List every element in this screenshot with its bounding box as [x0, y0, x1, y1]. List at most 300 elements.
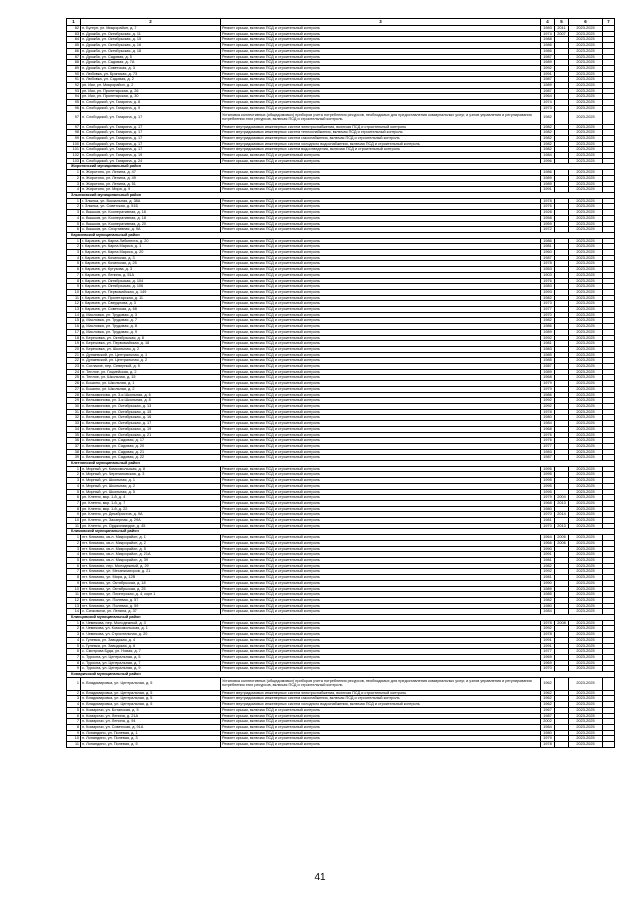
row-number: 4: [67, 637, 81, 643]
planned-period-cell: 2023-2025: [569, 111, 603, 124]
capital-repair-table: [66, 18, 615, 748]
row-number: 102: [67, 153, 81, 159]
row-number: 93: [67, 88, 81, 94]
address-cell: с. Вельяминова, ул. Октябрьская, д. 17: [81, 421, 221, 427]
last-repair-year-cell: 2014: [555, 512, 569, 518]
address-cell: с. Гулевка, ул. Заводская, д. 4: [81, 637, 221, 643]
commission-year-cell: 1990: [541, 580, 555, 586]
planned-period-cell: 2023-2025: [569, 415, 603, 421]
planned-period-cell: 2023-2025: [569, 48, 603, 54]
work-type-cell: Ремонт крыши, включая ПСД и строительный контроль: [221, 523, 541, 529]
planned-period-cell: 2023-2025: [569, 609, 603, 615]
work-type-cell: Ремонт крыши, включая ПСД и строительный контроль: [221, 54, 541, 60]
row-number: 90: [67, 71, 81, 77]
planned-period-cell: 2023-2025: [569, 702, 603, 708]
address-cell: пгт. Климово, кв-л. Микрорайон, д. 21А: [81, 552, 221, 558]
address-cell: п. Комаричи, ул. Ленина, д. 21А: [81, 713, 221, 719]
commission-year-cell: 1989: [541, 369, 555, 375]
address-cell: с. Вельяминова, ул. Октябрьская, д. 16: [81, 415, 221, 421]
planned-period-cell: 2023-2025: [569, 83, 603, 89]
work-type-cell: Ремонт крыши, включая ПСД и строительный контроль: [221, 255, 541, 261]
row-number: 12: [67, 597, 81, 603]
work-type-cell: Ремонт крыши, включая ПСД и строительный контроль: [221, 26, 541, 32]
address-cell: п. Дрожба, ул. Садовая, д. 5: [81, 54, 221, 60]
commission-year-cell: 1981: [541, 341, 555, 347]
row-number: 85: [67, 43, 81, 49]
work-type-cell: Ремонт крыши, включая ПСД и строительный контроль: [221, 563, 541, 569]
last-repair-year-cell: 2013: [555, 500, 569, 506]
work-type-cell: Ремонт крыши, включая ПСД и строительный контроль: [221, 398, 541, 404]
planned-period-cell: 2023-2025: [569, 438, 603, 444]
work-type-cell: Ремонт крыши, включая ПСД и строительный контроль: [221, 540, 541, 546]
work-type-cell: Ремонт крыши, включая ПСД и строительный контроль: [221, 94, 541, 100]
work-type-cell: Ремонт крыши, включая ПСД и строительный контроль: [221, 643, 541, 649]
row-number: 11: [67, 592, 81, 598]
planned-period-cell: 2023-2025: [569, 626, 603, 632]
planned-period-cell: 2023-2025: [569, 175, 603, 181]
work-type-cell: Ремонт крыши, включая ПСД и строительный контроль: [221, 278, 541, 284]
address-cell: п. Комаричи, ул. Ленина, д. 94: [81, 719, 221, 725]
address-cell: п. Березовка, ул. Первомайская, д. 18: [81, 341, 221, 347]
commission-year-cell: 1996: [541, 158, 555, 164]
row-number: 3: [67, 181, 81, 187]
commission-year-cell: 1984: [541, 421, 555, 427]
commission-year-cell: 1970: [541, 512, 555, 518]
row-number: 86: [67, 48, 81, 54]
commission-year-cell: 1992: [541, 398, 555, 404]
district-name: Карачевский муниципальный район: [67, 232, 615, 238]
work-type-cell: Ремонт крыши, включая ПСД и строительный контроль: [221, 409, 541, 415]
commission-year-cell: 1978: [541, 261, 555, 267]
work-type-cell: Ремонт крыши, включая ПСД и строительный контроль: [221, 284, 541, 290]
work-type-cell: Ремонт крыши, включая ПСД и строительный контроль: [221, 65, 541, 71]
row-number: 1: [67, 466, 81, 472]
work-type-cell: Ремонт крыши, включая ПСД и строительный контроль: [221, 580, 541, 586]
planned-period-cell: 2023-2025: [569, 512, 603, 518]
row-number: 10: [67, 289, 81, 295]
work-type-cell: Ремонт крыши, включая ПСД и строительный контроль: [221, 415, 541, 421]
last-repair-year-cell: 2004: [555, 495, 569, 501]
address-cell: с. Бошино, ул. Школьная, д. 2: [81, 386, 221, 392]
address-cell: п. Лопандино, ул. Полевая, д. 1: [81, 730, 221, 736]
work-type-cell: Ремонт крыши, включая ПСД и строительный контроль: [221, 215, 541, 221]
address-cell: пгт. Климово, ул. Октябрьская, д. 18: [81, 580, 221, 586]
commission-year-cell: 1984: [541, 609, 555, 615]
row-number: 28: [67, 392, 81, 398]
commission-year-cell: 1958: [541, 215, 555, 221]
address-cell: п. Мирный, ул. Школьная, д. 1: [81, 478, 221, 484]
address-cell: пгт. Климово, кв-л. Микрорайон, д. 2: [81, 540, 221, 546]
work-type-cell: Ремонт крыши, включая ПСД и строительный контроль: [221, 438, 541, 444]
commission-year-cell: 1977: [541, 443, 555, 449]
address-cell: п. Жиротяно, ул. Ленина, д. 51: [81, 181, 221, 187]
row-number: 1: [67, 170, 81, 176]
row-number: 3: [67, 696, 81, 702]
row-number: 5: [67, 489, 81, 495]
address-cell: с. Вельяминова, ул. Садовая, д. 20: [81, 443, 221, 449]
commission-year-cell: 1983: [541, 284, 555, 290]
row-number: 3: [67, 478, 81, 484]
commission-year-cell: 1970: [541, 666, 555, 672]
row-number: 103: [67, 158, 81, 164]
address-cell: п. Лопандино, ул. Полевая, д. 3: [81, 736, 221, 742]
commission-year-cell: 1986: [541, 170, 555, 176]
address-cell: г. Карачев, ул. Карла Маркса, д. 1: [81, 244, 221, 250]
planned-period-cell: 2023-2025: [569, 135, 603, 141]
address-cell: г. Карачев, ул. Первомайская, д. 149: [81, 289, 221, 295]
row-number: 27: [67, 386, 81, 392]
address-cell: п. Мирный, ул. Комсомольская, д. 8: [81, 466, 221, 472]
commission-year-cell: 1985: [541, 352, 555, 358]
table-row: [67, 677, 615, 690]
row-number: 82: [67, 26, 81, 32]
address-cell: с. Туросна, ул. Центральная, д. 5: [81, 654, 221, 660]
row-number: 1: [67, 198, 81, 204]
planned-period-cell: 2023-2025: [569, 483, 603, 489]
work-type-cell: Ремонт крыши, включая ПСД и строительный контроль: [221, 238, 541, 244]
planned-period-cell: 2023-2025: [569, 713, 603, 719]
row-number: 2: [67, 244, 81, 250]
work-type-cell: Ремонт крыши, включая ПСД и строительный контроль: [221, 552, 541, 558]
planned-period-cell: 2023-2025: [569, 341, 603, 347]
work-type-cell: Ремонт крыши, включая ПСД и строительный контроль: [221, 649, 541, 655]
work-type-cell: Ремонт крыши, включая ПСД и строительный контроль: [221, 31, 541, 37]
address-cell: п. Жиротяно, ул. Мира, д. 9: [81, 187, 221, 193]
address-cell: рп. Клетня, мкр. 1-й, д. 7: [81, 500, 221, 506]
table-row: [67, 111, 615, 124]
row-number: 26: [67, 381, 81, 387]
work-type-cell: Ремонт крыши, включая ПСД и строительный контроль: [221, 289, 541, 295]
commission-year-cell: 1974: [541, 100, 555, 106]
planned-period-cell: 2023-2025: [569, 43, 603, 49]
planned-period-cell: 2023-2025: [569, 575, 603, 581]
row-number: 100: [67, 141, 81, 147]
work-type-cell: Ремонт крыши, включая ПСД и строительный контроль: [221, 557, 541, 563]
row-number: 6: [67, 563, 81, 569]
commission-year-cell: 1992: [541, 569, 555, 575]
planned-period-cell: 2023-2025: [569, 250, 603, 256]
address-cell: рп. Ики, ул. Пролетарская, д. 26: [81, 88, 221, 94]
work-type-cell: Ремонт крыши, включая ПСД и строительный контроль: [221, 381, 541, 387]
commission-year-cell: 1979: [541, 386, 555, 392]
address-cell: с. Вельяминова, ул. Садовая, д. 21: [81, 449, 221, 455]
planned-period-cell: 2023-2025: [569, 742, 603, 748]
planned-period-cell: 2023-2025: [569, 495, 603, 501]
commission-year-cell: 1969: [541, 660, 555, 666]
planned-period-cell: 2023-2025: [569, 546, 603, 552]
planned-period-cell: 2023-2025: [569, 261, 603, 267]
address-cell: п. Слободской, ул. Гагарина, д. 9: [81, 105, 221, 111]
planned-period-cell: 2023-2025: [569, 158, 603, 164]
work-type-cell: Ремонт крыши, включая ПСД и строительный контроль: [221, 455, 541, 461]
address-cell: п. Дрожба, ул. Октябрьская, д. 15: [81, 37, 221, 43]
planned-period-cell: 2023-2025: [569, 94, 603, 100]
planned-period-cell: 2023-2025: [569, 478, 603, 484]
address-cell: п. Дрожба, ул. Октябрьская, д. 11: [81, 31, 221, 37]
planned-period-cell: 2023-2025: [569, 592, 603, 598]
planned-period-cell: 2023-2025: [569, 707, 603, 713]
address-cell: п. Согласие, пер. Северный, д. 9: [81, 364, 221, 370]
work-type-cell: Ремонт крыши, включая ПСД и строительный контроль: [221, 546, 541, 552]
work-type-cell: Ремонт крыши, включая ПСД и строительный контроль: [221, 736, 541, 742]
row-number: 29: [67, 398, 81, 404]
commission-year-cell: 1962: [541, 696, 555, 702]
work-type-cell: Ремонт крыши, включая ПСД и строительный контроль: [221, 341, 541, 347]
planned-period-cell: 2023-2025: [569, 472, 603, 478]
row-number: 37: [67, 443, 81, 449]
address-cell: с. Вышков, ул. Спортивная, д. 9А: [81, 227, 221, 233]
address-cell: с. Сачковичи, ул. Ленина, д. 37: [81, 609, 221, 615]
address-cell: г. Злынка, ул. Вокзальная, д. 38А: [81, 198, 221, 204]
planned-period-cell: 2023-2025: [569, 170, 603, 176]
commission-year-cell: 1995: [541, 489, 555, 495]
row-number: 5: [67, 643, 81, 649]
work-type-cell: Ремонт крыши, включая ПСД и строительный контроль: [221, 569, 541, 575]
address-cell: п. Дрожба, ул. Садовая, д. 7А: [81, 60, 221, 66]
address-cell: с. Вельяминова, ул. Октябрьская, д. 13: [81, 404, 221, 410]
planned-period-cell: 2023-2025: [569, 690, 603, 696]
row-number: 2: [67, 540, 81, 546]
row-number: 38: [67, 449, 81, 455]
planned-period-cell: 2023-2025: [569, 540, 603, 546]
row-number: 9: [67, 666, 81, 672]
row-number: 13: [67, 603, 81, 609]
address-cell: п. Владимировка, ул. Центральная, д. 5: [81, 696, 221, 702]
commission-year-cell: 1979: [541, 736, 555, 742]
work-type-cell: Ремонт крыши, включая ПСД и строительный контроль: [221, 250, 541, 256]
header-cell: 2: [81, 19, 221, 26]
row-number: 8: [67, 724, 81, 730]
work-type-cell: Ремонт крыши, включая ПСД и строительный контроль: [221, 375, 541, 381]
work-type-cell: Ремонт крыши, включая ПСД и строительный контроль: [221, 660, 541, 666]
planned-period-cell: 2023-2025: [569, 506, 603, 512]
row-number: 1: [67, 620, 81, 626]
work-type-cell: Ремонт крыши, включая ПСД и строительный контроль: [221, 100, 541, 106]
address-cell: п. Мирный, ул. Черепановская, д. 3: [81, 472, 221, 478]
planned-period-cell: 2023-2025: [569, 557, 603, 563]
row-number: 6: [67, 267, 81, 273]
empty-cell: [603, 742, 615, 748]
planned-period-cell: 2023-2025: [569, 335, 603, 341]
planned-period-cell: 2023-2025: [569, 535, 603, 541]
row-number: 91: [67, 77, 81, 83]
last-repair-year-cell: [555, 111, 569, 124]
commission-year-cell: 1968: [541, 375, 555, 381]
row-number: 12: [67, 301, 81, 307]
work-type-cell: Ремонт внутридомовых инженерных систем холодного водоснабжения, включая ПСД и строительный контроль: [221, 702, 541, 708]
commission-year-cell: 1978: [541, 742, 555, 748]
district-name: Жиротянский муниципальный район: [67, 164, 615, 170]
row-number: 3: [67, 546, 81, 552]
address-cell: рп. Клетня, мкр. 1-й, д. 22: [81, 506, 221, 512]
planned-period-cell: 2023-2025: [569, 637, 603, 643]
work-type-cell: Ремонт крыши, включая ПСД и строительный контроль: [221, 586, 541, 592]
planned-period-cell: 2023-2025: [569, 449, 603, 455]
commission-year-cell: 1989: [541, 329, 555, 335]
commission-year-cell: 1982: [541, 111, 555, 124]
commission-year-cell: 1986: [541, 238, 555, 244]
last-repair-year-cell: 2008: [555, 620, 569, 626]
row-number: 7: [67, 719, 81, 725]
row-number: 3: [67, 210, 81, 216]
work-type-cell: Ремонт крыши, включая ПСД и строительный контроль: [221, 713, 541, 719]
row-number: 87: [67, 54, 81, 60]
address-cell: рп. Ики, ул. Микрорайон, д. 2: [81, 83, 221, 89]
row-number: 11: [67, 742, 81, 748]
address-cell: с. Бошино, ул. Школьная, д. 1: [81, 381, 221, 387]
work-type-cell: Ремонт крыши, включая ПСД и строительный контроль: [221, 654, 541, 660]
work-type-cell: Ремонт крыши, включая ПСД и строительный контроль: [221, 227, 541, 233]
commission-year-cell: 1903: [541, 272, 555, 278]
row-number: 97: [67, 111, 81, 124]
commission-year-cell: 1989: [541, 175, 555, 181]
row-number: 15: [67, 318, 81, 324]
address-cell: п. Слободской, ул. Гагарина, д. 24: [81, 158, 221, 164]
address-cell: п. Теплое, ул. Гоцмейская, д. 2: [81, 369, 221, 375]
header-cell: 4: [541, 19, 555, 26]
planned-period-cell: 2023-2025: [569, 489, 603, 495]
commission-year-cell: 1978: [541, 409, 555, 415]
row-number: 10: [67, 736, 81, 742]
last-repair-year-cell: 2013: [555, 523, 569, 529]
address-cell: с. Вельяминова, ул. 3-я Школьная, д. 6: [81, 392, 221, 398]
row-number: 7: [67, 654, 81, 660]
work-type-cell: Ремонт крыши, включая ПСД и строительный контроль: [221, 512, 541, 518]
address-cell: пгт. Климово, пер. Молодежный, д. 29: [81, 563, 221, 569]
work-type-cell: Ремонт крыши, включая ПСД и строительный контроль: [221, 426, 541, 432]
planned-period-cell: 2023-2025: [569, 346, 603, 352]
commission-year-cell: 1982: [541, 563, 555, 569]
header-cell: 6: [569, 19, 603, 26]
address-cell: п. Жиротяно, ул. Ленина, д. 47: [81, 170, 221, 176]
work-type-cell: Ремонт крыши, включая ПСД и строительный контроль: [221, 386, 541, 392]
planned-period-cell: 2023-2025: [569, 227, 603, 233]
commission-year-cell: 1980: [541, 506, 555, 512]
planned-period-cell: 2023-2025: [569, 198, 603, 204]
commission-year-cell: 1978: [541, 198, 555, 204]
commission-year-cell: 1976: [541, 438, 555, 444]
work-type-cell: Ремонт внутридомовых инженерных систем газоснабжения, включая ПСД и строительный контроль: [221, 696, 541, 702]
page-number: 41: [314, 872, 326, 883]
commission-year-cell: 1970: [541, 312, 555, 318]
planned-period-cell: 2023-2025: [569, 37, 603, 43]
address-cell: г. Карачев, ул. Свердлова, д. 3: [81, 301, 221, 307]
planned-period-cell: 2023-2025: [569, 369, 603, 375]
planned-period-cell: 2023-2025: [569, 398, 603, 404]
address-cell: п. Булгун, ул. Микрорайон, д. 7: [81, 26, 221, 32]
work-type-cell: Ремонт внутридомовых инженерных систем газоснабжения, включая ПСД и строительный контроль: [221, 135, 541, 141]
address-cell: г. Карачев, ул. Пролетарская, д. 11: [81, 295, 221, 301]
planned-period-cell: 2023-2025: [569, 65, 603, 71]
row-number: 2: [67, 175, 81, 181]
address-cell: г. Карачев, ул. Советская, д. 68: [81, 307, 221, 313]
planned-period-cell: 2023-2025: [569, 77, 603, 83]
planned-period-cell: 2023-2025: [569, 329, 603, 335]
commission-year-cell: 1972: [541, 227, 555, 233]
address-cell: п. Слободской, ул. Гагарина, д. 17: [81, 147, 221, 153]
row-number: 23: [67, 364, 81, 370]
planned-period-cell: 2023-2025: [569, 666, 603, 672]
row-number: 5: [67, 261, 81, 267]
address-cell: с. Вышков, ул. Кооперативная, д. 20: [81, 221, 221, 227]
row-number: 99: [67, 135, 81, 141]
work-type-cell: Ремонт крыши, включая ПСД и строительный контроль: [221, 626, 541, 632]
row-number: 32: [67, 415, 81, 421]
commission-year-cell: 1982: [541, 141, 555, 147]
address-cell: рп. Клетня, ул. Декабристов, д. 9А: [81, 512, 221, 518]
row-number: 94: [67, 94, 81, 100]
row-number: 34: [67, 426, 81, 432]
address-cell: г. Карачев, ул. Карла Маркса, д. 20: [81, 250, 221, 256]
commission-year-cell: 1983: [541, 346, 555, 352]
commission-year-cell: 1982: [541, 135, 555, 141]
address-cell: п. Мирный, ул. Школьная, д. 2: [81, 483, 221, 489]
planned-period-cell: 2023-2025: [569, 289, 603, 295]
commission-year-cell: 1995: [541, 466, 555, 472]
commission-year-cell: 1986: [541, 392, 555, 398]
planned-period-cell: 2023-2025: [569, 364, 603, 370]
empty-cell: [603, 111, 615, 124]
work-type-cell: Ремонт внутридомовых инженерных систем электроснабжения, включая ПСД и строительный контроль: [221, 124, 541, 130]
row-number: 96: [67, 105, 81, 111]
planned-period-cell: 2023-2025: [569, 238, 603, 244]
row-number: 1: [67, 238, 81, 244]
commission-year-cell: 1981: [541, 575, 555, 581]
address-cell: с. Вельяминова, ул. Октябрьская, д. 15: [81, 409, 221, 415]
work-type-cell: Ремонт крыши, включая ПСД и строительный контроль: [221, 352, 541, 358]
last-repair-year-cell: 2006: [555, 540, 569, 546]
planned-period-cell: 2023-2025: [569, 597, 603, 603]
district-name: Комаричский муниципальный район: [67, 672, 615, 678]
address-cell: д. Масловка, ул. Трудовая, д. 3: [81, 312, 221, 318]
commission-year-cell: 1987: [541, 255, 555, 261]
commission-year-cell: 1962: [541, 677, 555, 690]
commission-year-cell: 1982: [541, 295, 555, 301]
work-type-cell: Ремонт крыши, включая ПСД и строительный контроль: [221, 535, 541, 541]
address-cell: пгт. Климово, кв-л. Микрорайон, д. 5: [81, 546, 221, 552]
address-cell: пгт. Климово, ул. Полевая, д. 59: [81, 603, 221, 609]
address-cell: г. Карачев, ул. Октябрьская, д. 104: [81, 278, 221, 284]
address-cell: пгт. Климово, ул. Механизаторов, д. 21: [81, 569, 221, 575]
row-number: 5: [67, 557, 81, 563]
work-type-cell: Ремонт крыши, включая ПСД и строительный контроль: [221, 105, 541, 111]
work-type-cell: Ремонт крыши, включая ПСД и строительный контроль: [221, 719, 541, 725]
last-repair-year-cell: [555, 742, 569, 748]
row-number: 9: [67, 512, 81, 518]
row-number: 5: [67, 707, 81, 713]
work-type-cell: Ремонт крыши, включая ПСД и строительный контроль: [221, 346, 541, 352]
planned-period-cell: 2023-2025: [569, 632, 603, 638]
address-cell: п. Дунаевский, ул. Центральная, д. 2: [81, 358, 221, 364]
work-type-cell: Ремонт крыши, включая ПСД и строительный контроль: [221, 432, 541, 438]
work-type-cell: Ремонт крыши, включая ПСД и строительный контроль: [221, 261, 541, 267]
planned-period-cell: 2023-2025: [569, 284, 603, 290]
planned-period-cell: 2023-2025: [569, 643, 603, 649]
address-cell: п. Дрожба, ул. Советская, д. 3: [81, 65, 221, 71]
commission-year-cell: 1990: [541, 546, 555, 552]
work-type-cell: Ремонт крыши, включая ПСД и строительный контроль: [221, 466, 541, 472]
row-number: 7: [67, 272, 81, 278]
planned-period-cell: 2023-2025: [569, 255, 603, 261]
planned-period-cell: 2023-2025: [569, 523, 603, 529]
address-cell: п. Слободской, ул. Гагарина, д. 17: [81, 130, 221, 136]
address-cell: п. Мирный, ул. Школьная, д. 5: [81, 489, 221, 495]
row-number: 19: [67, 341, 81, 347]
planned-period-cell: 2023-2025: [569, 677, 603, 690]
address-cell: г. Карачев, ул. Кочинская, д. 25: [81, 261, 221, 267]
row-number: 11: [67, 523, 81, 529]
row-number: 4: [67, 702, 81, 708]
